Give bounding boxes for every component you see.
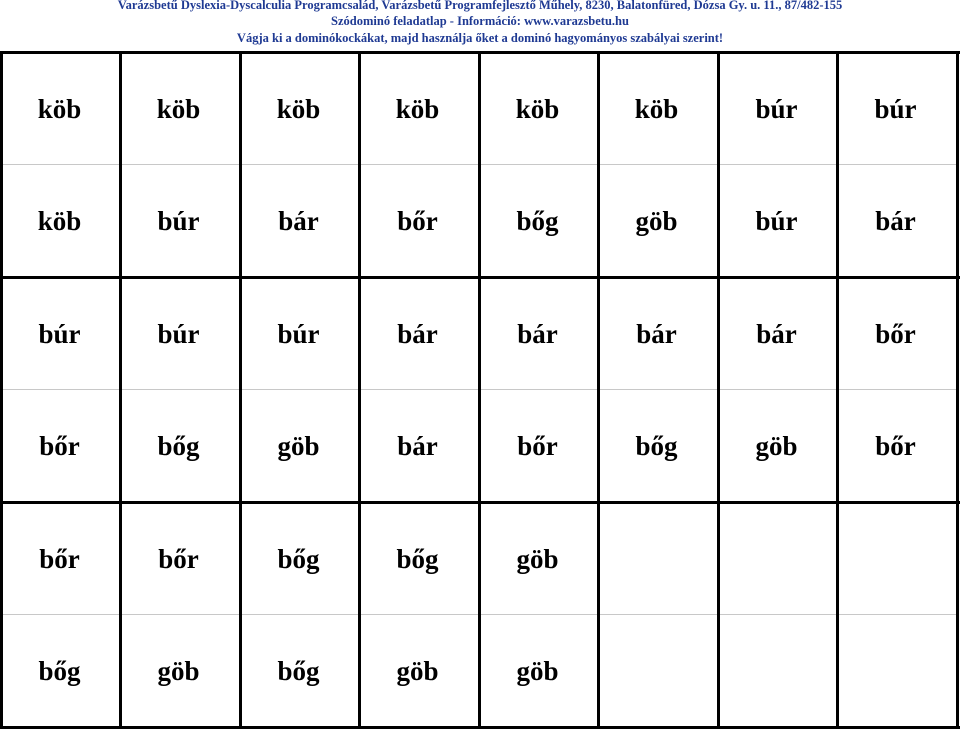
domino-top-word: göb [516,543,559,574]
domino-top-word: köb [37,93,82,124]
domino-top-word: bőr [158,543,199,574]
worksheet-header [0,0,960,47]
domino-bottom-word: köb [37,205,82,236]
worksheet-title: Szódominó feladatlap - Információ: www.varazsbetu.hu [331,14,629,28]
domino-bottom-word: bőg [38,655,81,686]
domino-top-word [717,503,836,615]
domino-bottom-word: göb [516,655,559,686]
domino-top-word: búr [38,318,81,349]
domino-top-word: köb [156,93,201,124]
domino-top-word: köb [276,93,321,124]
domino-bottom-word: göb [635,205,678,236]
domino-top-word: bár [636,318,677,349]
domino-bottom-word: bőg [516,205,559,236]
domino-bottom-word: búr [157,205,200,236]
domino-top-word: bár [756,318,797,349]
domino-bottom-word: göb [755,430,798,461]
domino-bottom-word: bőr [39,430,80,461]
domino-bottom-word: bár [397,430,438,461]
domino-grid [0,51,960,730]
domino-top-word: köb [515,93,560,124]
domino-bottom-word [597,615,716,727]
domino-bottom-word: bár [278,205,319,236]
domino-top-word: bőr [39,543,80,574]
domino-bottom-word: bár [875,205,916,236]
domino-top-word [836,503,955,615]
domino-top-word: búr [277,318,320,349]
domino-bottom-word: bőr [517,430,558,461]
domino-top-word: búr [157,318,200,349]
domino-bottom-word: bőr [875,430,916,461]
domino-top-word: bőr [875,318,916,349]
domino-top-word: köb [395,93,440,124]
domino-top-word: bár [517,318,558,349]
domino-top-word: bőg [396,543,439,574]
domino-bottom-word: bőg [277,655,320,686]
domino-top-word: búr [874,93,917,124]
domino-bottom-word: göb [157,655,200,686]
domino-top-word: bár [397,318,438,349]
domino-bottom-word: bőr [397,205,438,236]
column-divider [956,51,959,726]
publisher-line: Varázsbetű Dyslexia-Dyscalculia Programcsalád, Varázsbetű Programfejlesztő Műhely, 8230, Balatonfüred, Dózsa Gy. u. 11., 87/482-155 [117,0,843,12]
domino-top-word: bőg [277,543,320,574]
domino-bottom-word [836,615,955,727]
domino-bottom-word: bőg [157,430,200,461]
domino-top-word: búr [755,93,798,124]
domino-bottom-word: göb [396,655,439,686]
domino-bottom-word: göb [277,430,320,461]
domino-bottom-word: búr [755,205,798,236]
domino-bottom-word [717,615,836,727]
domino-bottom-word: bőg [635,430,678,461]
domino-top-word: köb [634,93,679,124]
domino-top-word [597,503,716,615]
instructions: Vágja ki a dominókockákat, majd használja őket a dominó hagyományos szabályai szerint! [236,31,724,45]
